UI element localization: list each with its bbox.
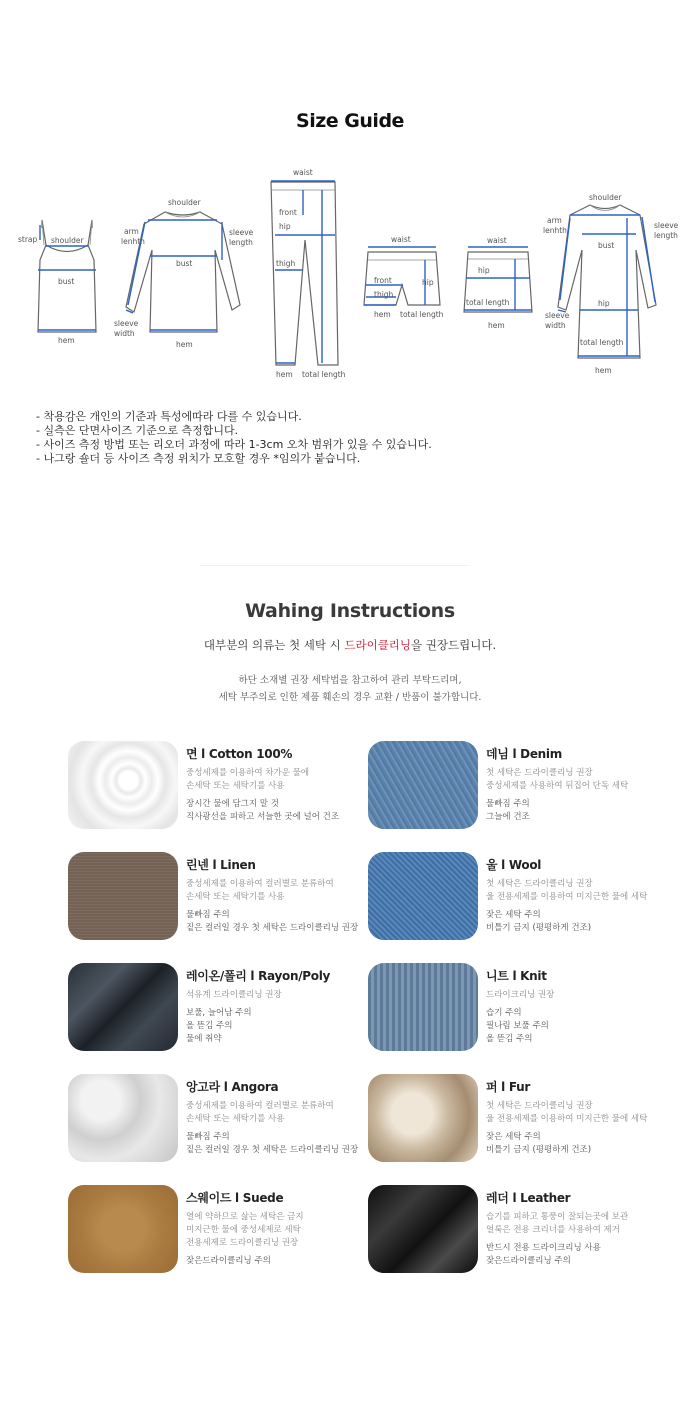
svg-text:front: front xyxy=(374,276,392,285)
svg-text:hip: hip xyxy=(598,299,610,308)
fabric-linen: 린넨 l Linen 중성세제를 이용하여 컬러별로 분류하여 손세탁 또는 세탁기를 사용 물빠짐 주의 짙은 컬러일 경우 첫 세탁은 드라이클리닝 권장 xyxy=(68,852,368,942)
svg-text:sleeve: sleeve xyxy=(114,319,139,328)
dress-diagram xyxy=(543,193,679,375)
svg-text:lenhth: lenhth xyxy=(121,237,145,246)
section-divider xyxy=(200,565,470,566)
size-note: - 나그랑 숄더 등 사이즈 측정 위치가 모호할 경우 *임의가 붙습니다. xyxy=(36,452,361,465)
svg-text:waist: waist xyxy=(293,168,313,177)
svg-text:hip: hip xyxy=(478,266,490,275)
leather-swatch xyxy=(368,1185,478,1273)
svg-text:bust: bust xyxy=(598,241,615,250)
svg-text:bust: bust xyxy=(58,277,75,286)
svg-text:thigh: thigh xyxy=(276,259,296,268)
svg-text:hem: hem xyxy=(374,310,391,319)
svg-text:width: width xyxy=(114,329,135,338)
dry-clean-highlight: 드라이클리닝 xyxy=(344,638,412,652)
svg-text:total length: total length xyxy=(400,310,444,319)
size-note: - 사이즈 측정 방법 또는 리오더 과정에 따라 1-3cm 오차 범위가 있을 수 있습니다. xyxy=(36,438,432,451)
knit-swatch xyxy=(368,963,478,1051)
suede-swatch xyxy=(68,1185,178,1273)
fabric-leather: 레더 l Leather 습기를 피하고 통풍이 잘되는곳에 보관 얼룩은 전용 크리너를 사용하여 제거 반드시 전용 드라이크리닝 사용 잦은드라이클리닝 주의 xyxy=(368,1185,668,1275)
svg-text:hem: hem xyxy=(595,366,612,375)
svg-text:shoulder: shoulder xyxy=(589,193,622,202)
svg-text:hem: hem xyxy=(488,321,505,330)
svg-text:waist: waist xyxy=(391,235,411,244)
angora-swatch xyxy=(68,1074,178,1162)
svg-text:total length: total length xyxy=(580,338,624,347)
wool-swatch xyxy=(368,852,478,940)
svg-text:hip: hip xyxy=(279,222,291,231)
rayon-swatch xyxy=(68,963,178,1051)
size-note: - 실측은 단면사이즈 기준으로 측정합니다. xyxy=(36,424,239,437)
linen-swatch xyxy=(68,852,178,940)
fabric-knit: 니트 l Knit 드라이크리닝 권장 습기 주의 필나림 보풀 주의 올 뜯김 주의 xyxy=(368,963,668,1053)
cotton-swatch xyxy=(68,741,178,829)
denim-swatch xyxy=(368,741,478,829)
size-notes xyxy=(36,410,676,466)
fur-swatch xyxy=(368,1074,478,1162)
svg-text:sleeve: sleeve xyxy=(654,221,679,230)
svg-text:sleeve: sleeve xyxy=(545,311,570,320)
fabric-fur: 퍼 l Fur 첫 세탁은 드라이클리닝 권장 울 전용세제를 이용하여 미지근한 물에 세탁 잦은 세탁 주의 비틀기 금지 (평평하게 건조) xyxy=(368,1074,668,1164)
fabric-suede: 스웨이드 l Suede 열에 약하므로 삶는 세탁은 금지 미지근한 물에 중성세제로 세탁 전용세제로 드라이클리닝 권장 잦은드라이클리닝 주의 xyxy=(68,1185,368,1275)
svg-text:shoulder: shoulder xyxy=(51,236,84,245)
svg-text:front: front xyxy=(279,208,297,217)
fabric-wool: 울 l Wool 첫 세탁은 드라이클리닝 권장 울 전용세제를 이용하여 미지근한 물에 세탁 잦은 세탁 주의 비틀기 금지 (평평하게 건조) xyxy=(368,852,668,942)
svg-text:shoulder: shoulder xyxy=(168,198,201,207)
svg-text:thigh: thigh xyxy=(374,290,394,299)
svg-text:sleeve: sleeve xyxy=(229,228,254,237)
svg-text:bust: bust xyxy=(176,259,193,268)
washing-lead: 대부분의 의류는 첫 세탁 시 드라이클리닝을 권장드립니다. xyxy=(203,638,497,652)
long-sleeve-diagram xyxy=(114,198,254,349)
svg-text:hip: hip xyxy=(422,278,434,287)
camisole-diagram xyxy=(18,220,96,345)
washing-title: Wahing Instructions xyxy=(245,600,455,622)
svg-text:hem: hem xyxy=(276,370,293,379)
svg-text:arm: arm xyxy=(547,216,562,225)
svg-text:hem: hem xyxy=(58,336,75,345)
fabric-rayon-poly: 레이온/폴리 l Rayon/Poly 석유계 드라이클리닝 권장 보풀, 늘어남 주의 올 뜯김 주의 물에 취약 xyxy=(68,963,368,1053)
svg-text:total length: total length xyxy=(466,298,510,307)
size-guide-diagram xyxy=(0,160,700,385)
fabric-cotton: 면 l Cotton 100% 중성세제를 이용하여 차가운 물에 손세탁 또는 세탁기를 사용 장시간 물에 담그지 말 것 직사광선을 피하고 서늘한 곳에 널어 건조 xyxy=(68,741,368,831)
fabric-angora: 앙고라 l Angora 중성세제를 이용하여 컬러별로 분류하여 손세탁 또는 세탁기를 사용 물빠짐 주의 짙은 컬러일 경우 첫 세탁은 드라이클리닝 권장 xyxy=(68,1074,368,1164)
svg-text:arm: arm xyxy=(124,227,139,236)
shorts-diagram xyxy=(364,235,444,319)
pants-diagram xyxy=(271,168,346,379)
fabric-denim: 데님 l Denim 첫 세탁은 드라이클리닝 권장 중성세제를 사용하여 뒤집어 단독 세탁 물빠짐 주의 그늘에 건조 xyxy=(368,741,668,831)
size-note: - 착용감은 개인의 기준과 특성에따라 다를 수 있습니다. xyxy=(36,410,302,423)
washing-subtext: 하단 소재별 권장 세탁법을 참고하여 관리 부탁드리며, 세탁 부주의로 인한 제품 훼손의 경우 교환 / 반품이 불가합니다. xyxy=(218,675,482,703)
svg-text:waist: waist xyxy=(487,236,507,245)
svg-text:lenhth: lenhth xyxy=(543,226,567,235)
svg-text:length: length xyxy=(654,231,678,240)
size-guide-title: Size Guide xyxy=(296,110,404,132)
skirt-diagram xyxy=(464,236,532,330)
svg-text:width: width xyxy=(545,321,566,330)
strap-label: strap xyxy=(18,235,38,244)
svg-text:total length: total length xyxy=(302,370,346,379)
svg-text:length: length xyxy=(229,238,253,247)
svg-text:hem: hem xyxy=(176,340,193,349)
